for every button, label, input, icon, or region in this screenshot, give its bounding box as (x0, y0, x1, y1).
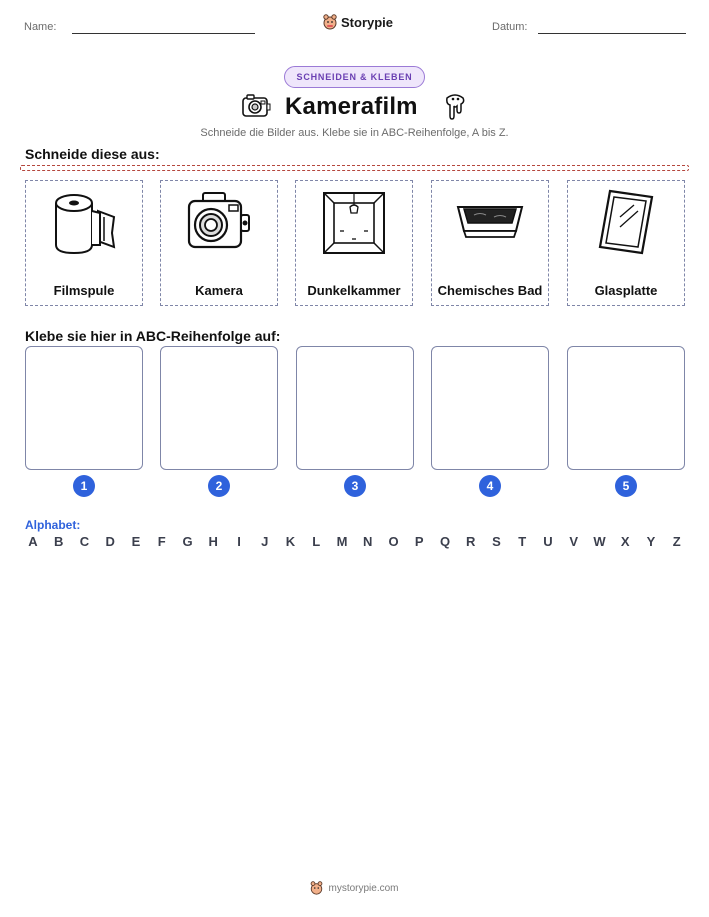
cut-card-label: Chemisches Bad (437, 283, 543, 298)
brand-name: Storypie (341, 14, 394, 30)
alphabet-letter: V (569, 534, 579, 549)
film-roll-icon (48, 187, 120, 259)
storypie-mascot-icon (323, 14, 337, 30)
alphabet-letter: L (312, 534, 321, 549)
instructions-text: Schneide die Bilder aus. Klebe sie in ABC-Reihenfolge, A bis Z. (200, 127, 509, 139)
glass-plate-icon (590, 187, 662, 259)
cut-card-filmspule[interactable] (25, 180, 143, 306)
paste-slot-1[interactable] (25, 346, 143, 470)
alphabet-letter: D (105, 534, 115, 549)
footer-site-link[interactable]: mystorypie.com (328, 882, 399, 894)
paste-slot-2[interactable] (160, 346, 278, 470)
film-drip-icon (443, 92, 467, 120)
alphabet-letter: N (363, 534, 373, 549)
cut-card-glasplatte[interactable] (567, 180, 685, 306)
alphabet-letter: Y (646, 534, 656, 549)
alphabet-letter: Z (672, 534, 681, 549)
slot-number-badge: 4 (479, 475, 501, 497)
alphabet-letter: J (261, 534, 269, 549)
category-badge: SCHNEIDEN & KLEBEN (284, 66, 425, 88)
cut-card-dunkelkammer[interactable] (295, 180, 413, 306)
cut-line (20, 165, 689, 171)
darkroom-icon (318, 187, 390, 259)
alphabet-letter: M (336, 534, 348, 549)
chemical-tray-icon (454, 187, 526, 259)
alphabet-letter: X (620, 534, 630, 549)
paste-slot-4[interactable] (431, 346, 549, 470)
alphabet-letter: K (285, 534, 296, 549)
storypie-mascot-icon (310, 881, 323, 895)
cut-section-heading: Schneide diese aus: (25, 146, 160, 162)
alphabet-letter: U (543, 534, 553, 549)
alphabet-letter: B (54, 534, 64, 549)
camera-title-icon (241, 93, 271, 119)
cut-card-label: Filmspule (53, 283, 115, 298)
alphabet-letter: Q (439, 534, 451, 549)
cut-card-kamera[interactable] (160, 180, 278, 306)
paste-slot-3[interactable] (296, 346, 414, 470)
alphabet-letter: O (388, 534, 399, 549)
alphabet-row (25, 534, 685, 549)
alphabet-letter: E (131, 534, 141, 549)
alphabet-letter: P (414, 534, 424, 549)
worksheet-title: Kamerafilm (285, 93, 418, 120)
name-label: Name: (24, 21, 57, 33)
alphabet-letter: R (466, 534, 476, 549)
alphabet-letter: T (518, 534, 527, 549)
paste-slot-5[interactable] (567, 346, 685, 470)
alphabet-letter: C (79, 534, 90, 549)
brand-logo (323, 14, 393, 30)
alphabet-letter: A (28, 534, 38, 549)
slot-number-badge: 3 (344, 475, 366, 497)
date-field[interactable] (538, 33, 686, 34)
date-label: Datum: (492, 21, 528, 33)
camera-icon (183, 187, 255, 259)
cut-card-label: Dunkelkammer (307, 283, 401, 298)
alphabet-letter: I (237, 534, 241, 549)
alphabet-letter: S (492, 534, 501, 549)
alphabet-letter: W (593, 534, 606, 549)
paste-section-heading: Klebe sie hier in ABC-Reihenfolge auf: (25, 328, 281, 344)
alphabet-letter: G (182, 534, 193, 549)
name-field[interactable] (72, 33, 255, 34)
cut-card-chemisches-bad[interactable] (431, 180, 549, 306)
alphabet-letter: F (157, 534, 166, 549)
cut-card-label: Kamera (195, 283, 243, 298)
cut-card-label: Glasplatte (594, 283, 658, 298)
slot-number-badge: 2 (208, 475, 230, 497)
alphabet-letter: H (208, 534, 218, 549)
alphabet-heading: Alphabet: (25, 518, 81, 532)
slot-number-badge: 1 (73, 475, 95, 497)
footer (0, 881, 709, 895)
slot-number-badge: 5 (615, 475, 637, 497)
